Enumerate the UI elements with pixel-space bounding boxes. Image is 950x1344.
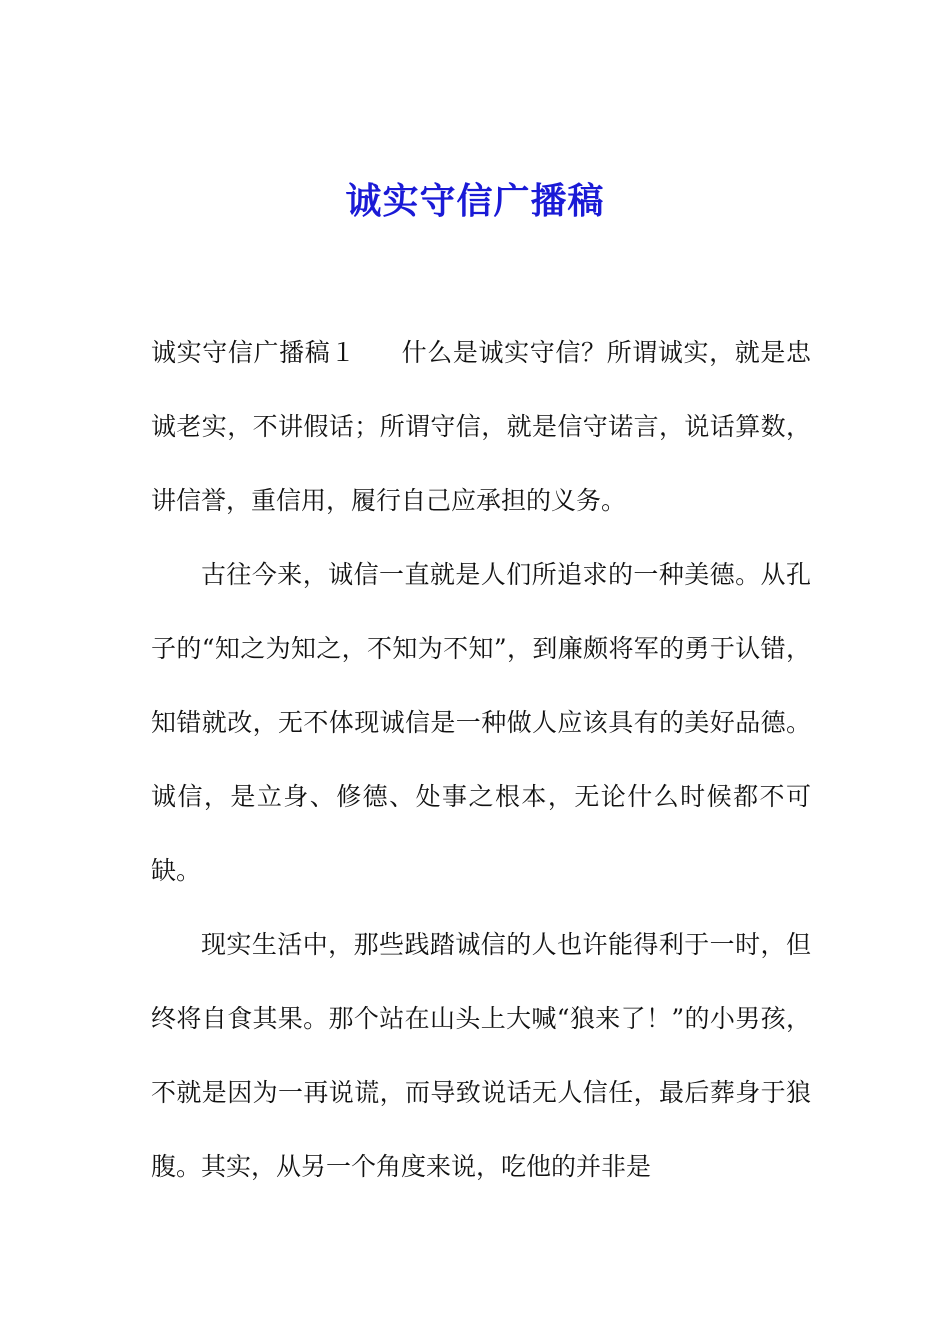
paragraph-1: [151, 316, 811, 538]
document-body: [151, 316, 811, 1204]
paragraph-2: 古往今来，诚信一直就是人们所追求的一种美德。从孔子的“知之为知之，不知为不知”，到廉颇将军的勇于认错，知错就改，无不体现诚信是一种做人应该具有的美好品德。诚信，是立身、修德、处事之根本，无论什么时候都不可缺。: [151, 560, 811, 885]
section-label: 诚实守信广播稿１: [151, 338, 356, 367]
paragraph-1-text: 什么是诚实守信？所谓诚实，就是忠诚老实，不讲假话；所谓守信，就是信守诺言，说话算数，讲信誉，重信用，履行自己应承担的义务。: [151, 338, 811, 515]
document-title: 诚实守信广播稿: [345, 181, 605, 222]
paragraph-3: 现实生活中，那些践踏诚信的人也许能得利于一时，但终将自食其果。那个站在山头上大喊“狼来了！”的小男孩，不就是因为一再说谎，而导致说话无人信任，最后葬身于狼腹。其实，从另一个角度来说，吃他的并非是: [151, 930, 811, 1181]
